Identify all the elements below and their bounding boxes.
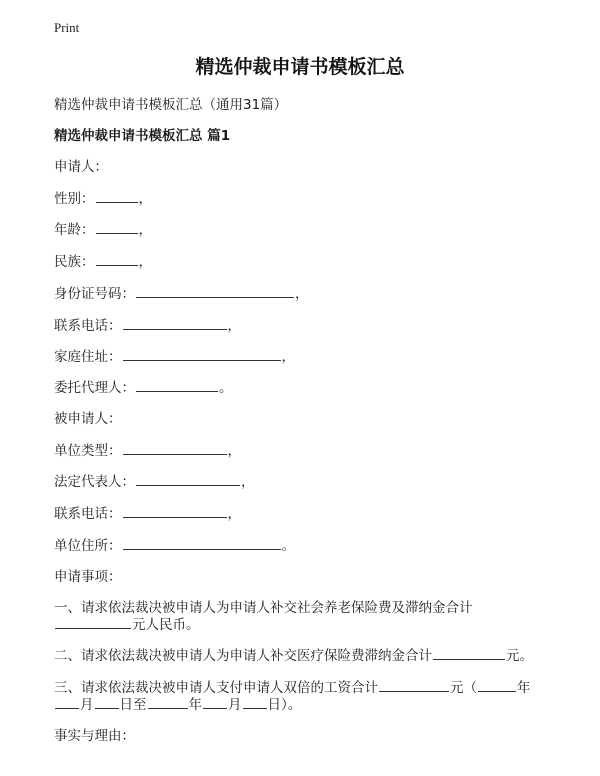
claim3-start-month-blank[interactable] <box>55 696 79 709</box>
claim3-start-year-blank[interactable] <box>478 679 516 692</box>
respondent-phone-blank[interactable] <box>123 505 227 518</box>
claim1-line1: 一、请求依法裁决被申请人为申请人补交社会养老保险费及滞纳金合计 <box>54 600 473 616</box>
section-heading: 精选仲裁申请书模板汇总 篇1 <box>54 128 231 144</box>
legal-rep-blank[interactable] <box>136 473 240 486</box>
ethnicity-row <box>54 250 152 270</box>
home-address-comma: ， <box>281 349 295 365</box>
print-link[interactable]: Print <box>54 20 80 35</box>
gender-blank[interactable] <box>96 190 138 203</box>
claim1-amount-blank[interactable] <box>55 616 131 629</box>
unit-type-label: 单位类型： <box>54 443 122 459</box>
document-subtitle: 精选仲裁申请书模板汇总（通用31篇） <box>54 97 288 113</box>
claim3-end-day-label: 日）。 <box>267 697 302 713</box>
age-label: 年龄： <box>54 222 95 238</box>
claims-heading: 申请事项： <box>54 569 122 585</box>
claim3-text: 三、请求依法裁决被申请人支付申请人双倍的工资合计 <box>54 680 378 696</box>
id-number-row <box>54 282 309 302</box>
claim3-day-to-label: 日至 <box>119 697 147 713</box>
claim3-end-year-blank[interactable] <box>148 696 188 709</box>
age-comma: ， <box>138 222 152 238</box>
claim2-text: 二、请求依法裁决被申请人为申请人补交医疗保险费滞纳金合计 <box>54 648 432 664</box>
gender-comma: ， <box>138 191 152 207</box>
unit-type-blank[interactable] <box>123 442 227 455</box>
respondent-phone-row <box>54 502 241 522</box>
claim3-start-day-blank[interactable] <box>95 696 119 709</box>
unit-type-row <box>54 439 241 459</box>
id-number-blank[interactable] <box>136 285 294 298</box>
claim3-yuan: 元（ <box>450 680 477 696</box>
agent-row <box>54 376 233 396</box>
respondent-phone-comma: ， <box>227 506 241 522</box>
agent-label: 委托代理人： <box>54 380 135 396</box>
claim3-amount-blank[interactable] <box>379 679 449 692</box>
claim3-year-label: 年 <box>517 680 531 696</box>
legal-rep-row <box>54 470 255 490</box>
id-number-comma: ， <box>295 286 309 302</box>
age-row <box>54 218 152 238</box>
claim2-line <box>54 644 533 664</box>
home-address-label: 家庭住址： <box>54 349 122 365</box>
claim1-line2 <box>54 613 200 633</box>
id-number-label: 身份证号码： <box>54 286 135 302</box>
claim3-month-label: 月 <box>80 697 94 713</box>
ethnicity-comma: ， <box>138 254 152 270</box>
legal-rep-comma: ， <box>241 474 255 490</box>
unit-address-period: 。 <box>281 538 295 554</box>
phone-comma: ， <box>227 318 241 334</box>
respondent-label: 被申请人： <box>54 411 122 427</box>
claim3-end-year-label: 年 <box>188 697 202 713</box>
claim1-suffix: 元人民币。 <box>132 617 200 633</box>
phone-label: 联系电话： <box>54 318 122 334</box>
unit-address-blank[interactable] <box>123 537 281 550</box>
ethnicity-label: 民族： <box>54 254 95 270</box>
unit-address-label: 单位住所： <box>54 538 122 554</box>
applicant-label: 申请人： <box>54 159 108 175</box>
facts-heading: 事实与理由： <box>54 728 135 744</box>
agent-blank[interactable] <box>136 379 218 392</box>
phone-row <box>54 314 241 334</box>
claim3-end-month-label: 月 <box>228 697 242 713</box>
gender-label: 性别： <box>54 191 95 207</box>
home-address-row <box>54 345 295 365</box>
unit-type-comma: ， <box>227 443 241 459</box>
gender-row <box>54 187 152 207</box>
home-address-blank[interactable] <box>123 348 281 361</box>
respondent-phone-label: 联系电话： <box>54 506 122 522</box>
age-blank[interactable] <box>96 221 138 234</box>
unit-address-row <box>54 534 295 554</box>
document-title: 精选仲裁申请书模板汇总 <box>195 56 405 78</box>
claim3-end-day-blank[interactable] <box>243 696 267 709</box>
legal-rep-label: 法定代表人： <box>54 474 135 490</box>
claim2-amount-blank[interactable] <box>433 647 505 660</box>
agent-period: 。 <box>219 380 233 396</box>
claim3-line2 <box>54 693 301 713</box>
phone-blank[interactable] <box>123 317 227 330</box>
ethnicity-blank[interactable] <box>96 253 138 266</box>
claim2-suffix: 元。 <box>506 648 533 664</box>
claim3-end-month-blank[interactable] <box>203 696 227 709</box>
